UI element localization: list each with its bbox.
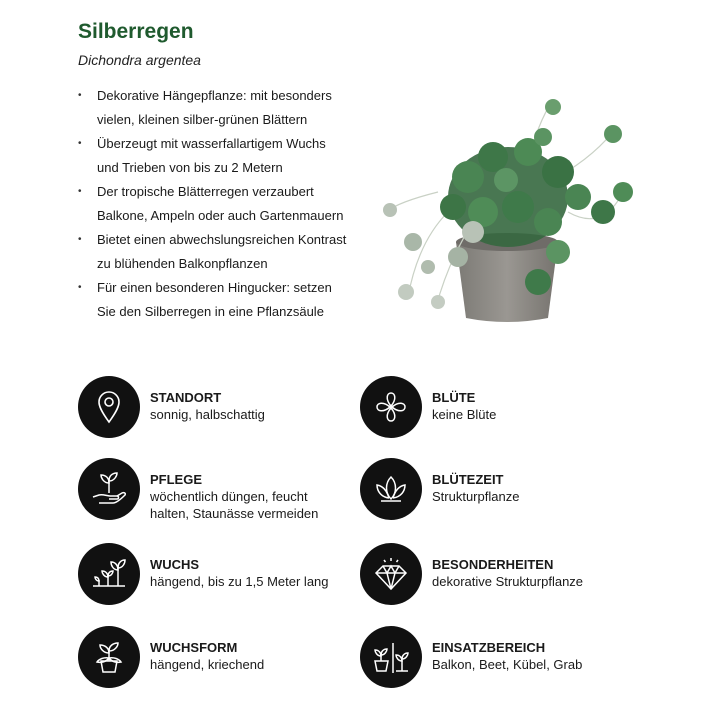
feature-title: BLÜTE <box>432 390 476 405</box>
bullet-item <box>78 84 378 132</box>
bullet-line: Der tropische Blätterregen verzaubert <box>97 184 314 199</box>
growth-stages-icon <box>78 543 140 605</box>
feature-bluete <box>360 376 680 440</box>
feature-standort <box>78 376 398 440</box>
feature-line: halten, Staunässe vermeiden <box>150 506 319 521</box>
feature-title: PFLEGE <box>150 472 203 487</box>
feature-bluetezeit <box>360 458 680 522</box>
feature-title: EINSATZBEREICH <box>432 640 546 655</box>
lotus-icon <box>360 458 422 520</box>
feature-description <box>432 656 632 673</box>
feature-pflege <box>78 458 398 522</box>
feature-wuchsform <box>78 626 398 690</box>
bullet-line: Überzeugt mit wasserfallartigem Wuchs <box>97 136 326 151</box>
feature-description <box>432 488 632 505</box>
plant-photo <box>378 92 640 328</box>
bullet-item <box>78 276 378 324</box>
feature-line: wöchentlich düngen, feucht <box>150 489 308 504</box>
feature-line: keine Blüte <box>432 407 497 422</box>
bullet-line: Balkone, Ampeln oder auch Gartenmauern <box>97 208 344 223</box>
bullet-line: vielen, kleinen silber-grünen Blättern <box>97 112 308 127</box>
feature-title: STANDORT <box>150 390 222 405</box>
feature-title: WUCHS <box>150 557 200 572</box>
feature-einsatzbereich <box>360 626 680 690</box>
bullet-line: Bietet einen abwechslungsreichen Kontrast <box>97 232 347 247</box>
feature-title: BESONDERHEITEN <box>432 557 554 572</box>
feature-description <box>432 406 632 423</box>
diamond-icon <box>360 543 422 605</box>
feature-description <box>432 573 632 590</box>
bullet-item <box>78 132 378 180</box>
botanical-name: Dichondra argentea <box>78 52 201 68</box>
feature-bullet-list <box>78 84 378 324</box>
bullet-item <box>78 228 378 276</box>
hand-seedling-icon <box>78 458 140 520</box>
bullet-item <box>78 180 378 228</box>
bullet-line: Dekorative Hängepflanze: mit besonders <box>97 88 332 103</box>
potted-plant-icon <box>78 626 140 688</box>
feature-description <box>150 406 350 423</box>
bullet-line: und Trieben von bis zu 2 Metern <box>97 160 283 175</box>
feature-description <box>150 656 350 673</box>
feature-line: hängend, kriechend <box>150 657 265 672</box>
pot-and-garden-icon <box>360 626 422 688</box>
feature-wuchs <box>78 543 398 607</box>
feature-besonderheiten <box>360 543 680 607</box>
product-title: Silberregen <box>78 20 194 43</box>
feature-description <box>150 488 350 522</box>
location-pin-icon <box>78 376 140 438</box>
flower-icon <box>360 376 422 438</box>
feature-description <box>150 573 350 590</box>
bullet-line: Sie den Silberregen in eine Pflanzsäule <box>97 304 324 319</box>
feature-line: hängend, bis zu 1,5 Meter lang <box>150 574 329 589</box>
bullet-line: Für einen besonderen Hingucker: setzen <box>97 280 332 295</box>
feature-line: Strukturpflanze <box>432 489 520 504</box>
feature-line: dekorative Strukturpflanze <box>432 574 584 589</box>
feature-title: WUCHSFORM <box>150 640 238 655</box>
feature-line: sonnig, halbschattig <box>150 407 265 422</box>
bullet-line: zu blühenden Balkonpflanzen <box>97 256 268 271</box>
feature-title: BLÜTEZEIT <box>432 472 504 487</box>
feature-line: Balkon, Beet, Kübel, Grab <box>432 657 583 672</box>
